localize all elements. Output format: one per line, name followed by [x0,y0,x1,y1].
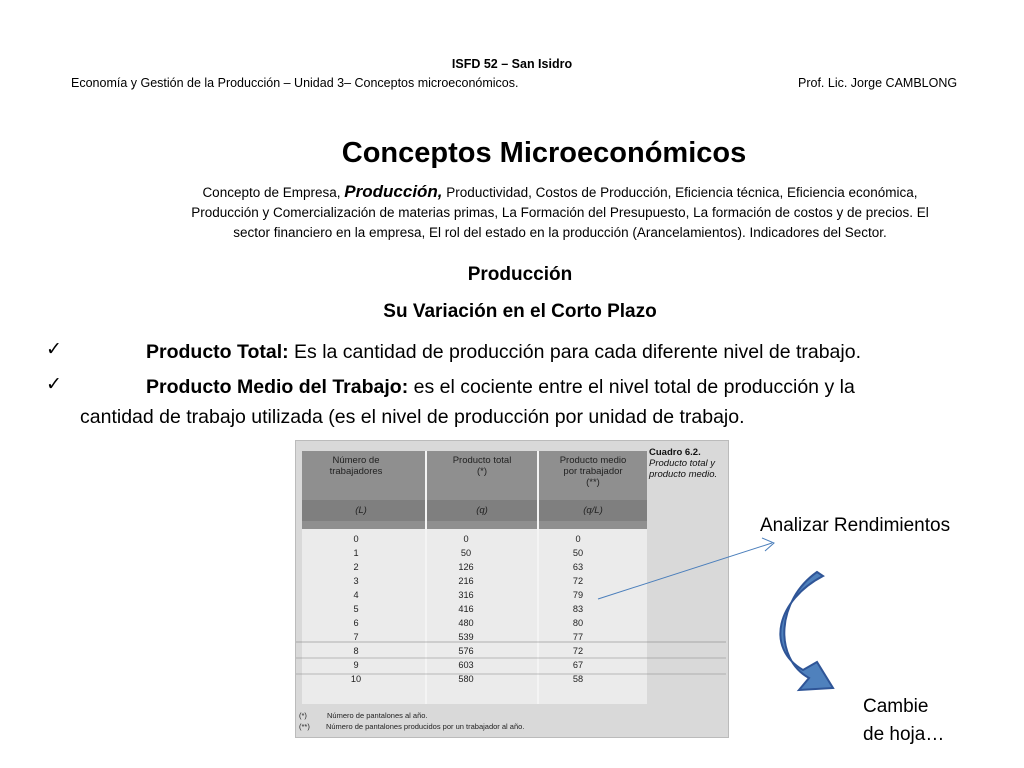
caption-line: producto medio. [649,469,718,480]
note-mark: (*) [299,711,307,720]
table-unit: (L) [355,505,367,516]
header-line: Número de [332,455,380,466]
table-cell: 603 [458,660,474,670]
table-cell: 126 [458,562,474,572]
table-cell: 50 [572,548,584,558]
header-course: Economía y Gestión de la Producción – Unidad 3– Conceptos microeconómicos. [71,76,519,90]
table-cell: 0 [463,534,469,544]
note-mark: (**) [299,722,310,731]
curved-arrow-icon[interactable] [755,570,865,695]
table-unit: (q/L) [583,505,603,516]
table-cell: 2 [353,562,359,572]
topics-line-2: Producción y Comercialización de materias primas, La Formación del Presupuesto, La formación de costos y de precios. El [191,205,929,220]
page-title: Conceptos Microeconómicos [341,137,747,169]
table-cell: 576 [458,646,474,656]
table-cell: 72 [572,646,584,656]
table-cell: 4 [353,590,359,600]
header-line: (**) [586,477,600,488]
table-cell: 79 [572,590,584,600]
table-cell: 63 [572,562,584,572]
table-cell: 0 [575,534,581,544]
table-cell: 7 [353,632,359,642]
table-cell: 67 [572,660,584,670]
table-cell: 0 [353,534,359,544]
caption-line: Producto total y [649,458,716,469]
header-line: Producto total [452,455,512,466]
header-professor: Prof. Lic. Jorge CAMBLONG [798,76,958,90]
table-cell: 3 [353,576,359,586]
section-heading: Producción [467,264,573,285]
arrow-line [598,543,772,599]
table-cell: 72 [572,576,584,586]
topics-emphasis: Producción, [344,182,443,201]
table-cell: 416 [458,604,474,614]
header-line: por trabajador [563,466,623,477]
table-cell: 83 [572,604,584,614]
section-subheading: Su Variación en el Corto Plazo [383,301,657,322]
table-cell: 58 [572,674,584,684]
topics-line-3: sector financiero en la empresa, El rol del estado en la producción (Arancelamientos). Indicadores del Sector. [233,225,887,240]
table-cell: 316 [458,590,474,600]
table-unit: (q) [476,505,488,516]
bullet-text: Es la cantidad de producción para cada diferente nivel de trabajo. [288,341,861,363]
topics-prefix: Concepto de Empresa, [202,185,341,200]
curved-arrow-shape [780,572,833,690]
table-cell: 5 [353,604,359,614]
table-cell: 1 [353,548,359,558]
table-cell: 9 [353,660,359,670]
table-cell: 216 [458,576,474,586]
header-line: (*) [476,466,488,477]
table-cell: 480 [458,618,474,628]
bullet-text-continuation: cantidad de trabajo utilizada (es el nivel de producción por unidad de trabajo. [80,406,745,428]
header-line: trabajadores [329,466,383,477]
check-mark-icon: ✓ [46,339,62,360]
topics-line1-rest: Productividad, Costos de Producción, Eficiencia técnica, Eficiencia económica, [446,185,918,200]
table-cell: 50 [460,548,472,558]
table-cell: 77 [572,632,584,642]
table-cell: 8 [353,646,359,656]
caption-title: Cuadro 6.2. [649,447,701,458]
cambie-line: Cambie [863,696,929,717]
check-mark-icon: ✓ [46,374,62,395]
table-cell: 580 [458,674,474,684]
header-institution: ISFD 52 – San Isidro [451,57,573,71]
bullet-term: Producto Medio del Trabajo: [146,376,409,398]
cambie-de-hoja-label[interactable] [863,693,944,749]
table-cell: 10 [350,674,362,684]
table-cell: 539 [458,632,474,642]
table-cell: 80 [572,618,584,628]
note-text: Número de pantalones producidos por un trabajador al año. [325,722,525,731]
bullet-text: es el cociente entre el nivel total de producción y la [408,376,855,398]
bullet-term: Producto Total: [146,341,289,363]
table-cell: 6 [353,618,359,628]
header-line: Producto medio [559,455,627,466]
de-hoja-line: de hoja… [863,724,945,745]
note-text: Número de pantalones al año. [327,711,428,720]
analizar-rendimientos-label: Analizar Rendimientos [760,515,951,536]
